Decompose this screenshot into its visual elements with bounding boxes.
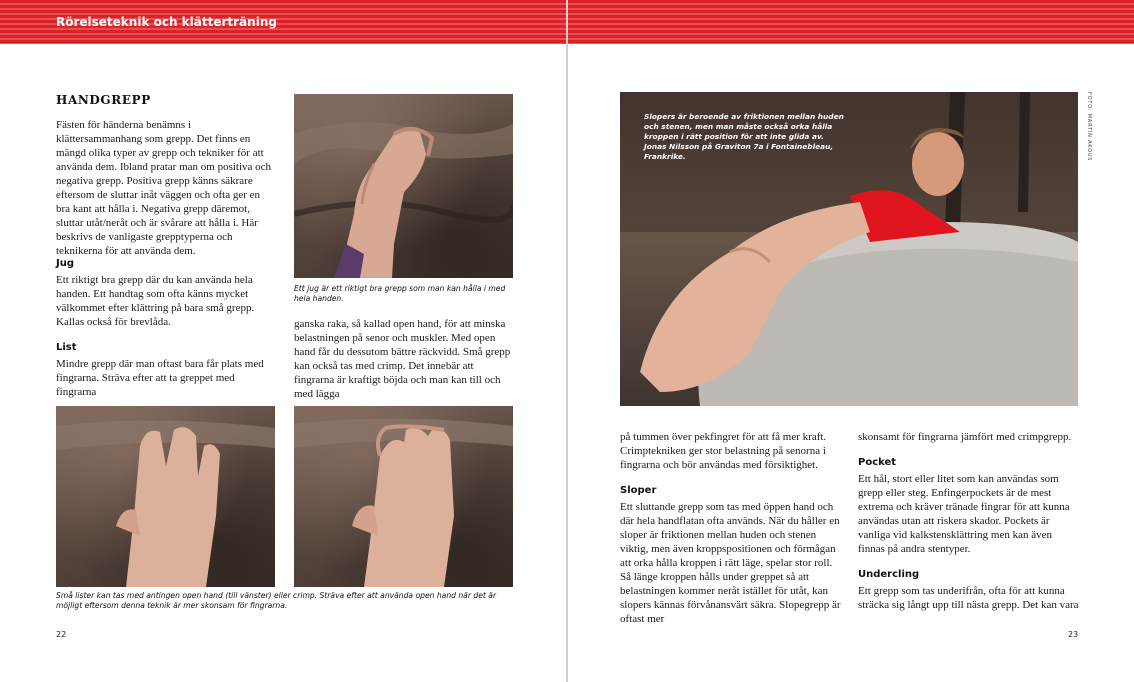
pocket-paragraph: Ett hål, stort eller litet som kan användas som grepp eller steg. Enfingerpockets är de mest extrema och kräver tränade fingrar för att kunna användas utan att riskera skador. Pockets är vanliga vid kalkstensklättring men kan även finnas på andra stentyper. xyxy=(858,473,1070,555)
hand-on-jug-illustration xyxy=(294,94,513,278)
intro-paragraph: Fästen för händerna benämns i klättersammanhang som grepp. Det finns en mängd olika typer av grepp och tekniker för att använda dem. Ibland pratar man om positiva och negativa grepp. Positiva grepp känns säkrare eftersom de sluttar inåt väggen och ofta ger en bra kant att hålla i. Negativa grepp däremot, sluttar utåt/neråt och är svårare att hålla i. Här beskrivs de vanligaste grepptyperna och teknikerna för att använda dem. xyxy=(56,119,272,257)
column2-paragraph: ganska raka, så kallad open hand, för att minska belastningen på senor och muskler. Med open hand får du dessutom bättre räckvidd. Små grepp kan också tas med crimp. Det innebär att fingrarna är kraftigt böjda och man kan till och med lägga xyxy=(294,318,511,400)
list-open-hand-photo xyxy=(56,406,275,587)
open-hand-illustration xyxy=(56,406,275,587)
jug-paragraph: Ett riktigt bra grepp där du kan använda hela handen. Ett handtag som ofta känns mycket välkommet efter klättring på bara små grepp. Kallas också för brevlåda. xyxy=(56,274,255,328)
sloper-photo xyxy=(620,92,1078,406)
list-crimp-photo xyxy=(294,406,513,587)
undercling-heading: Undercling xyxy=(858,569,920,580)
pocket-heading: Pocket xyxy=(858,457,897,468)
list-heading: List xyxy=(56,342,77,353)
running-header-title: Rörelseteknik och klätterträning xyxy=(56,15,277,29)
photo-credit: FOTO: MARTIN AKOUS xyxy=(1086,92,1092,162)
jug-heading: Jug xyxy=(56,258,74,269)
undercling-paragraph: Ett grepp som tas underifrån, ofta för att kunna sträcka sig långt upp till nästa grepp. Det kan vara xyxy=(858,585,1079,611)
right-column2-intro: skonsamt för fingrarna jämfört med crimpgrepp. xyxy=(858,431,1072,443)
page-number-left: 22 xyxy=(56,630,67,639)
page-number-right: 23 xyxy=(1068,630,1079,639)
header-band-right xyxy=(568,0,1134,44)
section-heading: HANDGREPP xyxy=(56,93,151,107)
list-paragraph: Mindre grepp där man oftast bara får plats med fingrarna. Sträva efter att ta greppet med fingrarna xyxy=(56,358,264,398)
sloper-paragraph: Ett sluttande grepp som tas med öppen hand och där hela handflatan ofta används. När du håller en sloper är friktionen mellan huden och stenen viktig, men även kroppspositionen och förmågan att orka hålla kroppen i rätt läge, spelar stor roll. Så länge kroppen hålls under greppet så att belastningen kommer neråt istället för utåt, kan slopers kännas förvånansvärt säkra. Slopegrepp är oftast mer xyxy=(620,501,841,625)
header-band xyxy=(0,0,566,44)
left-page xyxy=(0,0,566,682)
sloper-heading: Sloper xyxy=(620,485,657,496)
crimp-hand-illustration xyxy=(294,406,513,587)
list-photos-caption: Små lister kan tas med antingen open hand (till vänster) eller crimp. Sträva efter att använda open hand när det är möjligt eftersom denna teknik är mer skonsam för fingrarna. xyxy=(56,591,497,610)
jug-photo-caption: Ett jug är ett riktigt bra grepp som man kan hålla i med hela handen. xyxy=(294,284,506,303)
right-page xyxy=(568,0,1134,682)
jug-photo xyxy=(294,94,513,278)
right-column1-intro: på tummen över pekfingret för att få mer kraft. Crimptekniken ger stor belastning på senorna i fingrarna och bör användas med försiktighet. xyxy=(620,431,827,471)
sloper-photo-caption: Slopers är beroende av friktionen mellan huden och stenen, men man måste också orka hålla kroppen i rätt position för att inte glida av. Jonas Nilsson på Graviton 7a i Fontainebleau, Frankrike. xyxy=(644,112,844,161)
